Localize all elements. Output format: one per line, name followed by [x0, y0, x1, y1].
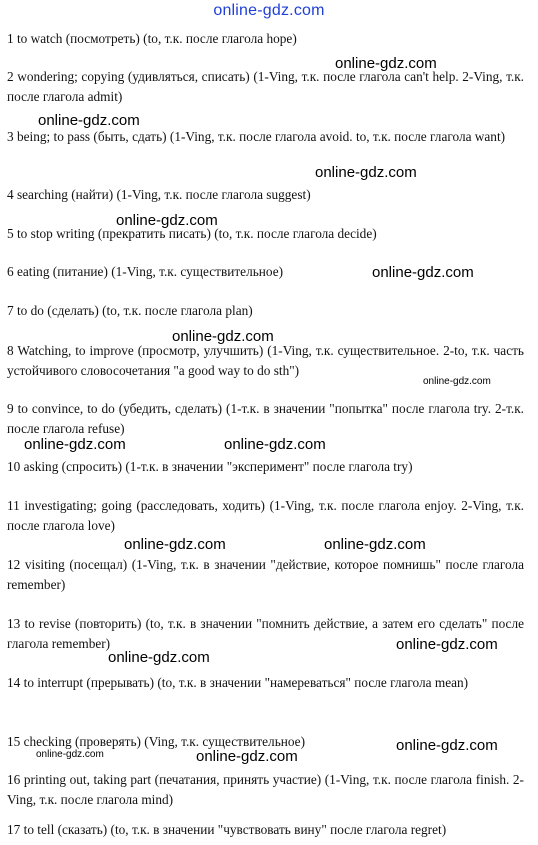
answer-item-15: 15 checking (проверять) (Ving, т.к. существительное) [7, 734, 306, 749]
answer-item-6: 6 eating (питание) (1-Ving, т.к. существительное) [7, 264, 284, 279]
answer-item-4: 4 searching (найти) (1-Ving, т.к. после глагола suggest) [7, 187, 311, 202]
watermark: online-gdz.com [124, 536, 226, 553]
answer-item-17: 17 to tell (сказать) (to, т.к. в значении "чувствовать вину" после глагола regret) [7, 822, 447, 837]
watermark: online-gdz.com [372, 264, 474, 281]
watermark: online-gdz.com [172, 328, 274, 345]
site-header: online-gdz.com [213, 2, 325, 19]
answer-item-8: 8 Watching, to improve (просмотр, улучшить) (1-Ving, т.к. существительное. 2-to, т.к. часть устойчивого словосочетания "a good way to do sth") [7, 343, 524, 378]
watermark: online-gdz.com [196, 748, 298, 765]
answer-item-11: 11 investigating; going (расследовать, ходить) (1-Ving, т.к. после глагола enjoy. 2-Ving, т.к. после глагола love) [7, 498, 524, 533]
answer-item-3: 3 being; to pass (быть, сдать) (1-Ving, т.к. после глагола avoid. to, т.к. после глагола want) [7, 129, 506, 144]
watermark: online-gdz.com [396, 636, 498, 653]
answer-item-9: 9 to convince, to do (убедить, сделать) (1-т.к. в значении "попытка" после глагола try. 2-т.к. после глагола refuse) [7, 401, 524, 436]
answer-item-14: 14 to interrupt (прерывать) (to, т.к. в значении "намереваться" после глагола mean) [7, 675, 469, 690]
watermark: online-gdz.com [396, 737, 498, 754]
watermark: online-gdz.com [36, 749, 104, 760]
answer-item-13: 13 to revise (повторить) (to, т.к. в значении "помнить действие, а затем его сделать" после глагола remember) [7, 616, 524, 651]
watermark: online-gdz.com [335, 55, 437, 72]
answer-item-7: 7 to do (сделать) (to, т.к. после глагола plan) [7, 303, 253, 318]
watermark: online-gdz.com [324, 536, 426, 553]
answer-item-1: 1 to watch (посмотреть) (to, т.к. после глагола hope) [7, 31, 297, 46]
answer-item-5: 5 to stop writing (прекратить писать) (to, т.к. после глагола decide) [7, 226, 377, 241]
answer-item-16: 16 printing out, taking part (печатания, принять участие) (1-Ving, т.к. после глагола finish. 2-Ving, т.к. после глагола mind) [7, 772, 524, 807]
watermark: online-gdz.com [108, 649, 210, 666]
watermark: online-gdz.com [423, 376, 491, 387]
watermark: online-gdz.com [224, 436, 326, 453]
watermark: online-gdz.com [24, 436, 126, 453]
watermark: online-gdz.com [315, 164, 417, 181]
watermark: online-gdz.com [116, 212, 218, 229]
answer-item-12: 12 visiting (посещал) (1-Ving, т.к. в значении "действие, которое помнишь" после глагола remember) [7, 557, 524, 592]
answer-item-2: 2 wondering; copying (удивляться, списать) (1-Ving, т.к. после глагола can't help. 2-Ving, т.к. после глагола admit) [7, 69, 524, 104]
watermark: online-gdz.com [38, 112, 140, 129]
answer-item-10: 10 asking (спросить) (1-т.к. в значении "эксперимент" после глагола try) [7, 459, 413, 474]
